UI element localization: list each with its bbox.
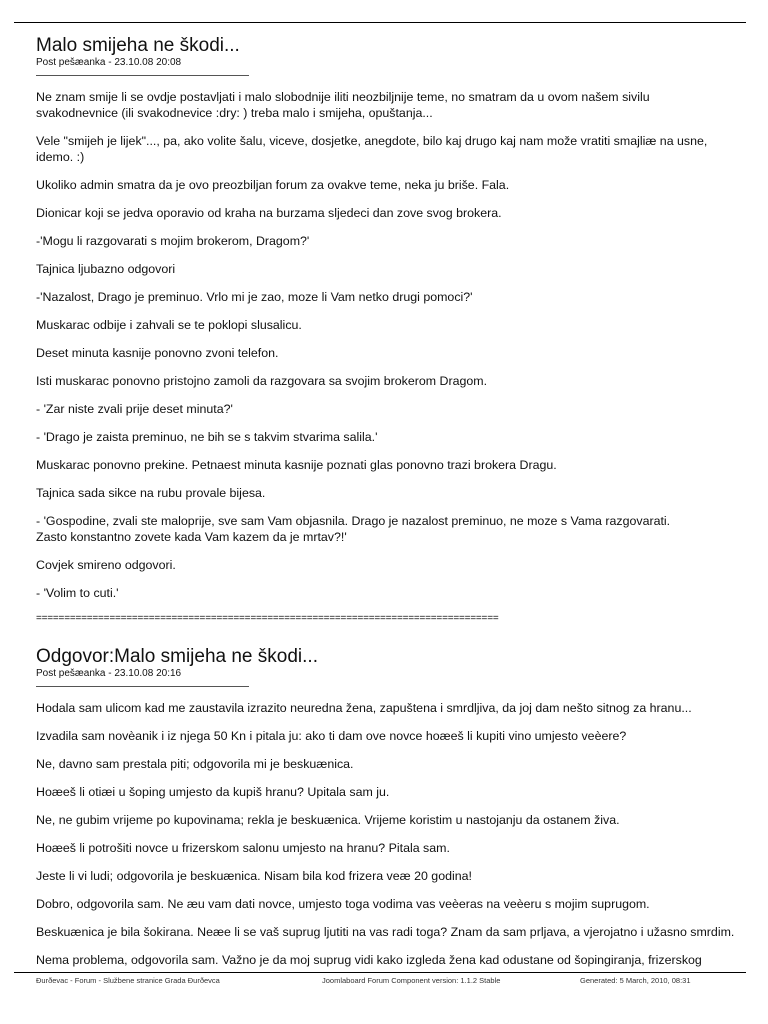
post-paragraph: -'Mogu li razgovarati s mojim brokerom, Dragom?' [36, 234, 310, 248]
post-paragraph: Deset minuta kasnije ponovno zvoni telefon. [36, 346, 279, 360]
post-paragraph: Jeste li vi ludi; odgovorila je beskuænica. Nisam bila kod frizera veæ 20 godina! [36, 869, 472, 883]
post-paragraph: - 'Drago je zaista preminuo, ne bih se s takvim stvarima salila.' [36, 430, 378, 444]
post-paragraph: Izvadila sam novèanik i iz njega 50 Kn i pitala ju: ako ti dam ove novce hoæeš li kupiti vino umjesto veèere? [36, 729, 627, 743]
post-paragraph: Nema problema, odgovorila sam. Važno je da moj suprug vidi kako izgleda žena kad odustane od šopingiranja, frizerskog [36, 953, 702, 967]
post-paragraph: Dobro, odgovorila sam. Ne æu vam dati novce, umjesto toga vodima vas veèeras na veèeru s mojim suprugom. [36, 897, 650, 911]
post-paragraph: Isti muskarac ponovno pristojno zamoli da razgovara sa svojim brokerom Dragom. [36, 374, 488, 388]
post-paragraph: - 'Zar niste zvali prije deset minuta?' [36, 402, 233, 416]
forum-post [36, 35, 760, 624]
post-title: Malo smijeha ne škodi... [36, 35, 240, 56]
forum-thread [36, 35, 760, 980]
footer-site-name: Ðurðevac - Forum - Službene stranice Grada Ðurðevca [36, 976, 220, 985]
footer-component-version: Joomlaboard Forum Component version: 1.1.2 Stable [322, 976, 501, 985]
post-paragraph: Muskarac ponovno prekine. Petnaest minuta kasnije poznati glas ponovno trazi brokera Dragu. [36, 458, 557, 472]
post-paragraph: Covjek smireno odgovori. [36, 558, 176, 572]
post-body [36, 700, 760, 968]
post-paragraph: Hoæeš li otiæi u šoping umjesto da kupiš hranu? Upitala sam ju. [36, 785, 390, 799]
post-paragraph: - 'Volim to cuti.' [36, 586, 119, 600]
post-separator: ================================================================================== [36, 613, 499, 624]
post-paragraph: Muskarac odbije i zahvali se te poklopi slusalicu. [36, 318, 302, 332]
top-rule [14, 22, 746, 23]
post-title: Odgovor:Malo smijeha ne škodi... [36, 646, 318, 667]
bottom-rule [14, 972, 746, 973]
post-paragraph: Tajnica sada sikce na rubu provale bijesa. [36, 486, 266, 500]
post-paragraph: Ne, davno sam prestala piti; odgovorila mi je beskuænica. [36, 757, 354, 771]
post-paragraph: Hoæeš li potrošiti novce u frizerskom salonu umjesto na hranu? Pitala sam. [36, 841, 450, 855]
post-paragraph: Dionicar koji se jedva oporavio od kraha na burzama sljedeci dan zove svog brokera. [36, 206, 502, 220]
post-meta: Post pešæanka - 23.10.08 20:16 [36, 668, 182, 679]
post-meta: Post pešæanka - 23.10.08 20:08 [36, 57, 182, 68]
post-paragraph: Beskuænica je bila šokirana. Neæe li se vaš suprug ljutiti na vas radi toga? Znam da sam prljava, a vjerojatno i užasno smrdim. [36, 925, 735, 939]
post-divider [36, 75, 249, 76]
post-paragraph: Vele "smijeh je lijek"..., pa, ako volite šalu, viceve, dosjetke, anegdote, bilo kaj drugo kaj nam može vratiti smajliæ na usne, idemo. :) [36, 134, 708, 164]
post-paragraph: Ukoliko admin smatra da je ovo preozbiljan forum za ovakve teme, neka ju briše. Fala. [36, 178, 510, 192]
post-paragraph: -'Nazalost, Drago je preminuo. Vrlo mi je zao, moze li Vam netko drugi pomoci?' [36, 290, 473, 304]
footer-generated-date: Generated: 5 March, 2010, 08:31 [580, 976, 691, 985]
post-paragraph: Tajnica ljubazno odgovori [36, 262, 176, 276]
post-paragraph: - 'Gospodine, zvali ste maloprije, sve sam Vam objasnila. Drago je nazalost preminuo, ne moze s Vama razgovarati. Zasto konstantno zovete kada Vam kazem da je mrtav?!' [36, 514, 671, 544]
post-paragraph: Hodala sam ulicom kad me zaustavila izrazito neuredna žena, zapuštena i smrdljiva, da joj dam nešto sitnog za hranu... [36, 701, 692, 715]
post-paragraph: Ne, ne gubim vrijeme po kupovinama; rekla je beskuænica. Vrijeme koristim u nastojanju da ostanem živa. [36, 813, 620, 827]
post-divider [36, 686, 249, 687]
post-paragraph: Ne znam smije li se ovdje postavljati i malo slobodnije iliti neozbiljnije teme, no smatram da u ovom našem sivilu svakodnevnice (ili svakodnevice :dry: ) treba malo i smijeha, opuštanja... [36, 90, 650, 120]
post-body [36, 89, 760, 624]
forum-post [36, 646, 760, 968]
